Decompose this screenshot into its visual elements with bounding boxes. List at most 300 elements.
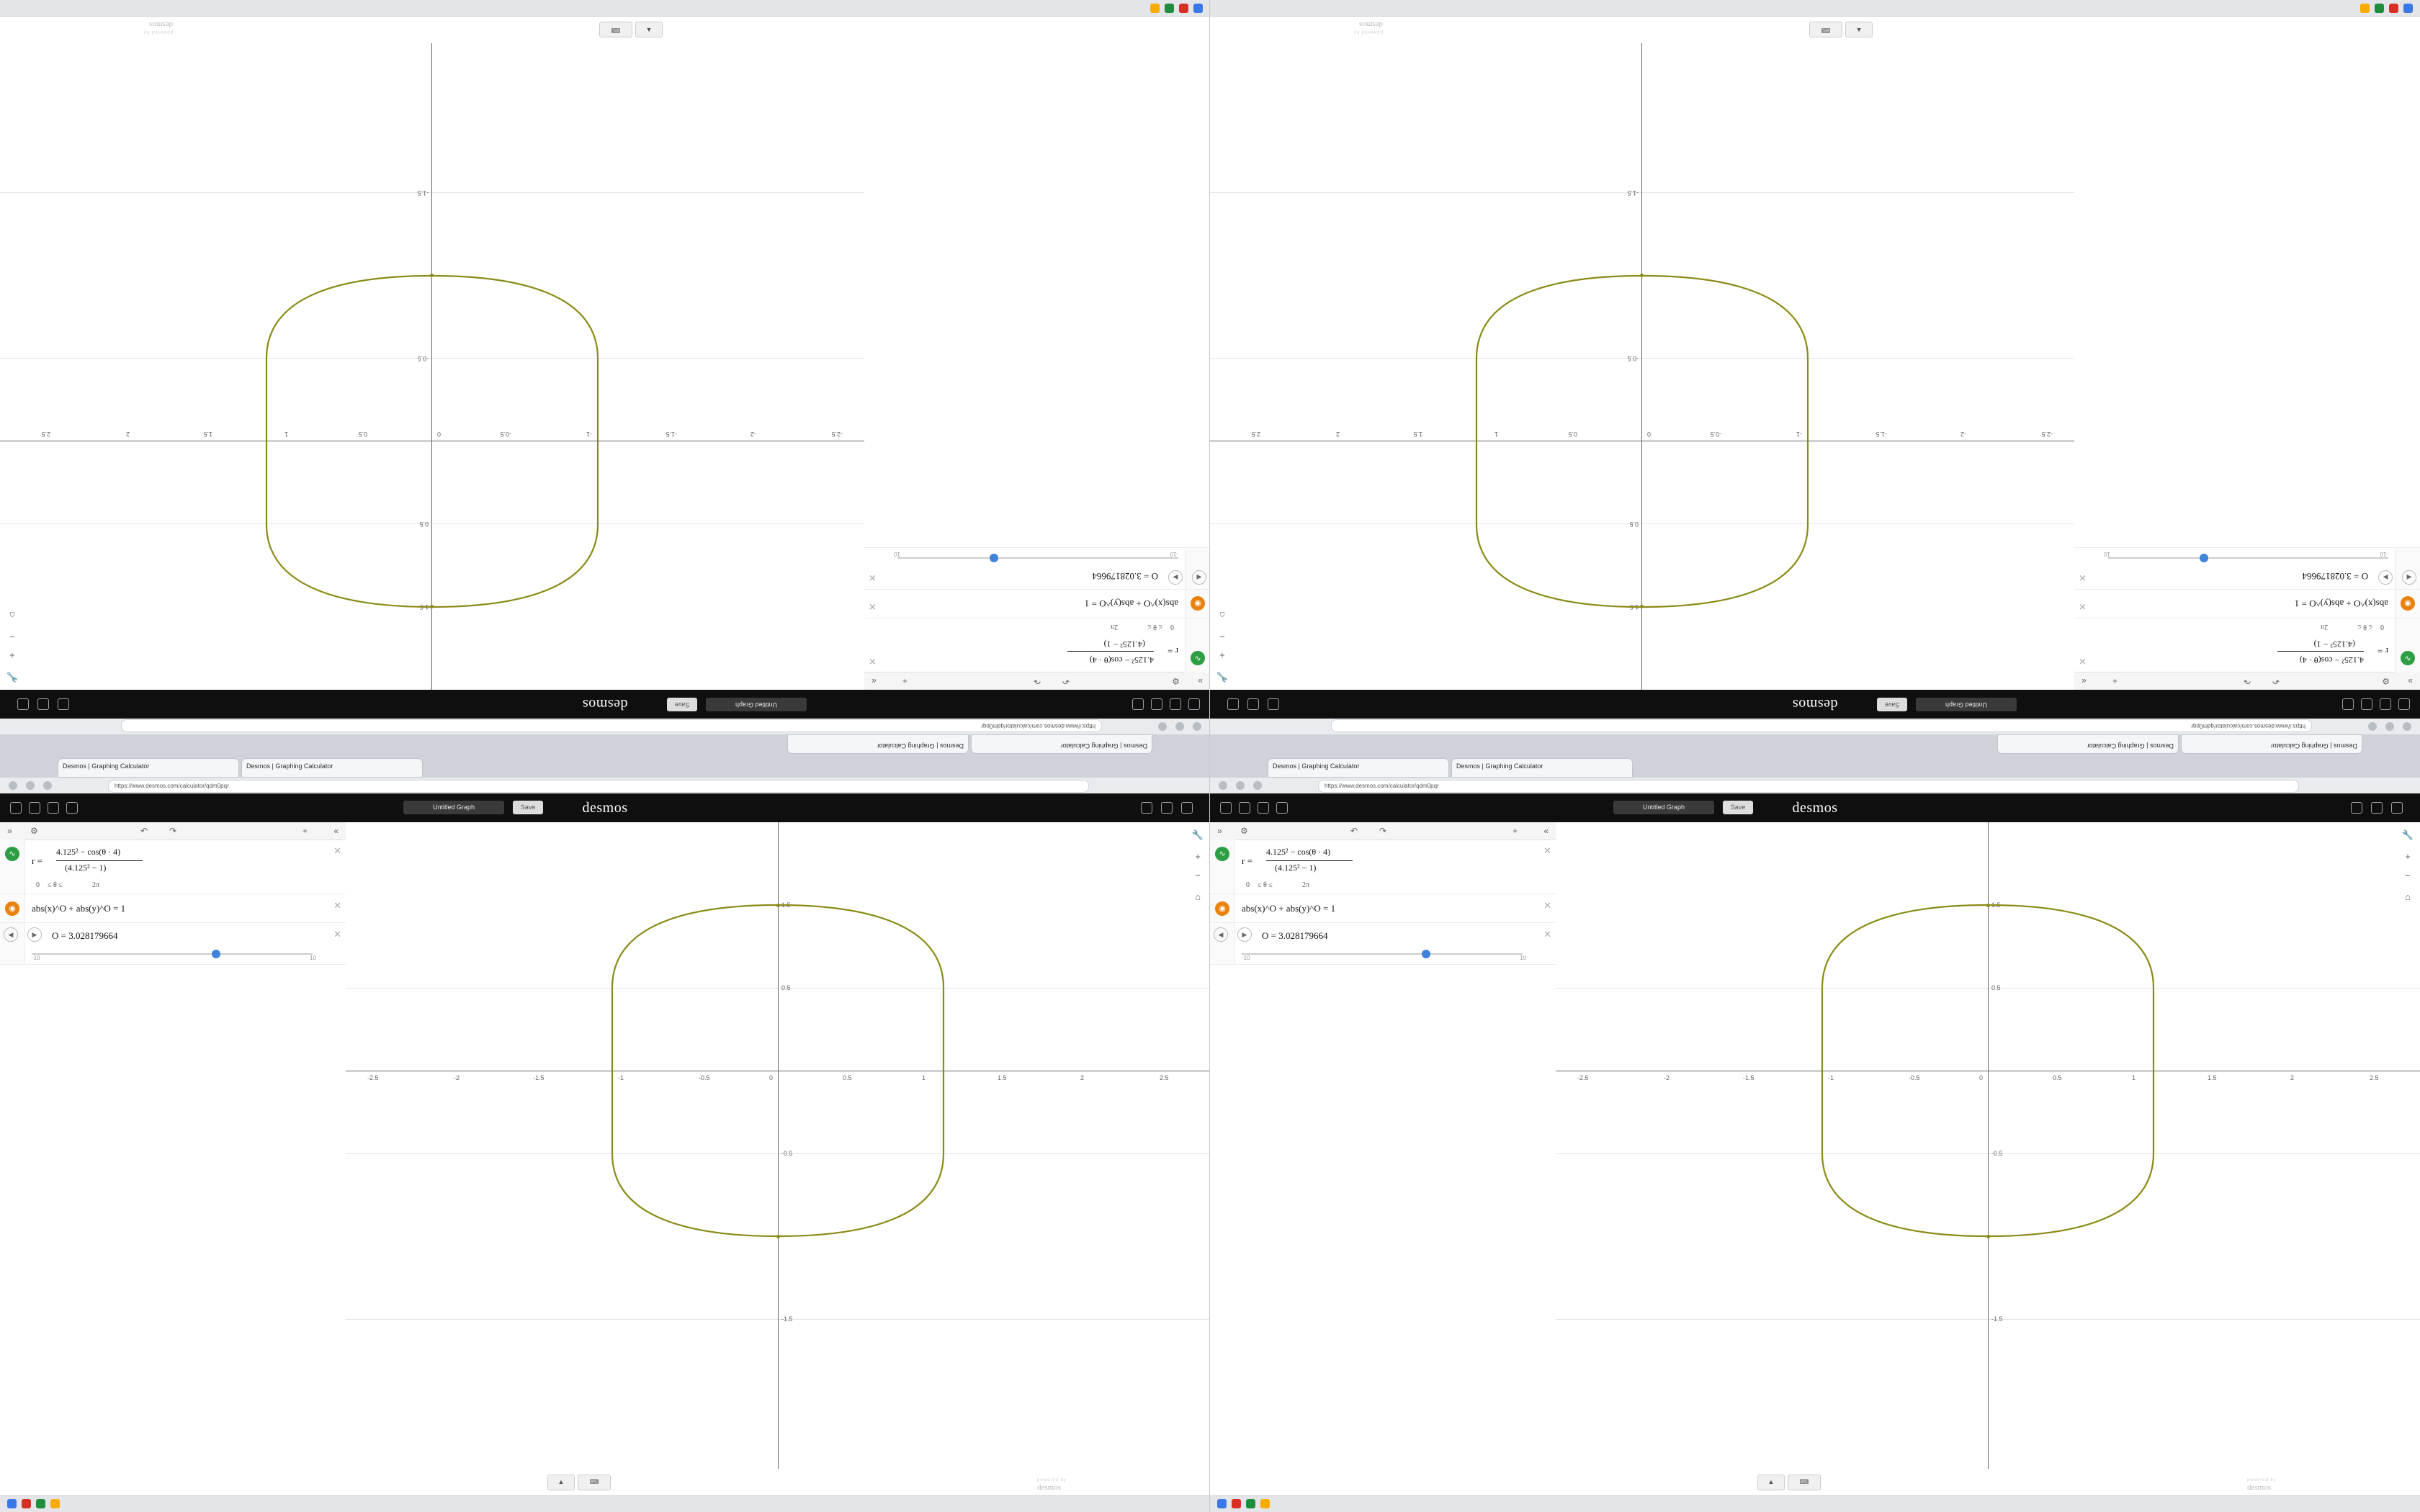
expression-lhs: r = [1168, 646, 1178, 657]
gear-icon[interactable]: ⚙ [1172, 676, 1180, 686]
close-icon[interactable]: ✕ [869, 601, 877, 612]
domain-max: 2π [1110, 623, 1118, 631]
expression-row[interactable] [1210, 894, 1556, 923]
domain-max: 2π [1302, 881, 1310, 889]
slider-min: -10 [1170, 551, 1178, 557]
slider-track[interactable] [2107, 553, 2388, 563]
save-button[interactable]: Save [1723, 801, 1753, 814]
row-index [1185, 590, 1210, 618]
taskbar-app-icon[interactable] [1150, 4, 1160, 13]
slider-expression: O = 3.028179664 [1262, 930, 1328, 941]
expression-denominator: (4.125² − 1) [1275, 863, 1317, 873]
home-icon[interactable] [10, 802, 22, 814]
domain-max: 2π [2320, 623, 2328, 631]
back-icon[interactable] [1193, 722, 1201, 731]
squircle-curve [1556, 822, 2420, 1485]
graph-title-field[interactable]: Untitled Graph [403, 801, 504, 814]
window-bottom-left [0, 756, 1210, 1512]
slider-knob[interactable] [1422, 950, 1430, 958]
save-button[interactable]: Save [667, 698, 697, 711]
expression-row[interactable] [864, 547, 1210, 589]
tab-title: Desmos | Graphing Calculator [246, 762, 333, 770]
expression-toolbar [2074, 672, 2420, 690]
os-taskbar [0, 0, 1210, 17]
row-index [0, 894, 25, 922]
slider-expression: O = 3.028179664 [1092, 571, 1158, 582]
chevron-double-right-icon[interactable]: » [2408, 676, 2413, 686]
expression-row[interactable] [2074, 589, 2420, 618]
folder-icon[interactable] [1151, 698, 1162, 710]
desmos-logo: desmos [1792, 696, 1838, 712]
forward-icon[interactable] [26, 781, 35, 790]
address-bar[interactable] [1318, 780, 2299, 793]
chevron-double-left-icon[interactable]: « [333, 826, 339, 836]
address-bar-row [0, 719, 1210, 734]
tab-title: Desmos | Graphing Calculator [1273, 762, 1360, 770]
account-icon[interactable] [17, 698, 29, 710]
fraction-bar [56, 860, 143, 861]
color-swatch[interactable] [1191, 651, 1205, 665]
plus-icon[interactable]: + [2112, 676, 2118, 686]
forward-icon[interactable] [2385, 722, 2394, 731]
vertex-point [776, 904, 780, 907]
os-taskbar [1210, 0, 2420, 17]
step-back-icon[interactable]: ◀ [2402, 570, 2416, 585]
expression-lhs: r = [32, 855, 42, 866]
play-icon[interactable]: ▶ [27, 927, 42, 942]
powered-by-label: powered by [2247, 1478, 2277, 1482]
redo-icon[interactable]: ↷ [169, 826, 177, 836]
taskbar-app-icon[interactable] [36, 1499, 45, 1508]
chevron-double-right-icon[interactable]: » [1198, 676, 1203, 686]
settings-icon[interactable] [37, 698, 49, 710]
close-icon[interactable]: ✕ [869, 656, 877, 667]
slider-min: -10 [32, 955, 40, 961]
expression-row[interactable] [864, 618, 1210, 672]
back-icon[interactable] [1219, 781, 1227, 790]
squircle-curve [1210, 27, 2074, 690]
chevron-double-left-icon[interactable]: « [1543, 826, 1549, 836]
close-icon[interactable]: ✕ [333, 845, 341, 856]
powered-by-label: powered by [143, 30, 173, 34]
taskbar-app-icon[interactable] [2360, 4, 2370, 13]
row-index [1210, 923, 1235, 964]
color-swatch[interactable] [2401, 596, 2415, 611]
play-icon[interactable]: ▶ [2378, 570, 2393, 585]
slider-rail [1242, 953, 1523, 955]
close-icon[interactable]: ✕ [1543, 900, 1551, 911]
graph-title-field[interactable]: Untitled Graph [706, 698, 807, 711]
color-swatch[interactable] [2401, 651, 2415, 665]
chevron-up-icon[interactable]: ▲ [1757, 1475, 1785, 1490]
expression-numerator: 4.125² − cos(θ · 4) [1266, 847, 1331, 857]
reload-icon[interactable] [1158, 722, 1167, 731]
redo-icon[interactable]: ↷ [1033, 676, 1041, 686]
expression-numerator: 4.125² − cos(θ · 4) [2299, 655, 2364, 665]
row-index [1210, 894, 1235, 922]
address-bar-row [1210, 719, 2420, 734]
desmos-footer-logo: desmos [1037, 1483, 1061, 1492]
zoom-in-icon[interactable]: + [1219, 650, 1225, 661]
share-icon[interactable] [1268, 698, 1279, 710]
expression-lhs: r = [1242, 855, 1252, 866]
domain-label: ≤ θ ≤ [48, 881, 63, 889]
row-index [2395, 548, 2420, 589]
home-icon[interactable]: ⌂ [9, 610, 15, 621]
account-icon[interactable] [1227, 698, 1239, 710]
taskbar-app-icon[interactable] [1232, 1499, 1241, 1508]
graph-title-field[interactable]: Untitled Graph [1613, 801, 1714, 814]
browser-chrome [0, 756, 1210, 794]
play-icon[interactable]: ▶ [1168, 570, 1183, 585]
close-icon[interactable]: ✕ [333, 929, 341, 940]
desmos-app [0, 756, 1210, 1512]
address-bar-row [1210, 778, 2420, 793]
close-icon[interactable]: ✕ [869, 572, 877, 583]
account-icon[interactable] [1181, 802, 1193, 814]
domain-min: 0 [2380, 623, 2384, 631]
graph-canvas[interactable]: 0 -0.5 0.5 -1 1 -1.5 1.5 -2 2 -2.5 2.5 1.5 0.5 -0.5 -1.5 🔧 + − ⌂ [346, 822, 1210, 1485]
settings-icon[interactable] [1161, 802, 1173, 814]
graph-footer [1210, 1469, 2420, 1496]
color-swatch[interactable] [1215, 847, 1229, 861]
zoom-in-icon[interactable]: + [9, 650, 15, 661]
help-icon[interactable] [2380, 698, 2391, 710]
keyboard-icon[interactable]: ⌨ [599, 22, 632, 37]
slider-knob[interactable] [2200, 554, 2208, 562]
color-swatch[interactable] [1191, 596, 1205, 611]
window-bottom-right [1210, 756, 2420, 1512]
slider-track[interactable] [32, 949, 313, 959]
browser-tab[interactable] [1997, 734, 2179, 754]
step-back-icon[interactable]: ◀ [1192, 570, 1206, 585]
graph-title-field[interactable]: Untitled Graph [1916, 698, 2017, 711]
wrench-icon[interactable]: 🔧 [1191, 829, 1204, 840]
powered-by-label: powered by [1353, 30, 1383, 34]
domain-label: ≤ θ ≤ [1147, 623, 1162, 631]
keyboard-icon[interactable]: ⌨ [1788, 1475, 1821, 1490]
row-index [1185, 618, 1210, 672]
settings-icon[interactable] [1247, 698, 1259, 710]
graph-canvas[interactable]: 0 -0.5 0.5 -1 1 -1.5 1.5 -2 2 -2.5 2.5 1.5 0.5 -0.5 -1.5 🔧 + − ⌂ [0, 27, 864, 690]
expression-row[interactable] [0, 840, 346, 894]
address-text: https://www.desmos.com/calculator/qdm0pqr [981, 723, 1095, 729]
vertex-point [1640, 605, 1644, 608]
graph-footer [0, 16, 1210, 43]
plus-icon[interactable]: + [902, 676, 908, 686]
taskbar-app-icon[interactable] [50, 1499, 60, 1508]
address-bar[interactable] [121, 719, 1102, 732]
curve-icon: ◉ [1194, 599, 1201, 608]
zoom-out-icon[interactable]: − [1219, 631, 1225, 642]
browser-chrome [0, 718, 1210, 756]
account-icon[interactable] [2391, 802, 2403, 814]
keyboard-icon[interactable]: ⌨ [578, 1475, 611, 1490]
expression-latex: abs(x)^O + abs(y)^O = 1 [1084, 598, 1178, 609]
graph-canvas[interactable]: 0 -0.5 0.5 -1 1 -1.5 1.5 -2 2 -2.5 2.5 1.5 0.5 -0.5 -1.5 🔧 + − ⌂ [1556, 822, 2420, 1485]
play-icon[interactable]: ▶ [1237, 927, 1252, 942]
zoom-in-icon[interactable]: + [1195, 851, 1201, 862]
share-icon[interactable] [2351, 802, 2362, 814]
os-taskbar [1210, 1495, 2420, 1512]
row-index [2395, 590, 2420, 618]
wrench-icon[interactable]: 🔧 [1216, 672, 1229, 683]
plus-icon[interactable]: + [1512, 826, 1518, 836]
domain-min: 0 [1246, 881, 1250, 889]
chevron-double-left-icon[interactable]: « [871, 676, 877, 686]
reload-icon[interactable] [43, 781, 52, 790]
vertex-point [1986, 1235, 1990, 1238]
plus-icon[interactable]: + [302, 826, 308, 836]
row-index [0, 923, 25, 964]
folder-icon[interactable] [48, 802, 59, 814]
browser-tab[interactable] [241, 758, 423, 778]
expression-lhs: r = [2378, 646, 2388, 657]
home-icon[interactable] [1220, 802, 1232, 814]
curve-icon: ∿ [2404, 654, 2411, 662]
wrench-icon[interactable]: 🔧 [6, 672, 19, 683]
folder-icon[interactable] [1258, 802, 1269, 814]
taskbar-app-icon[interactable] [1217, 1499, 1227, 1508]
powered-by-label: powered by [1037, 1478, 1067, 1482]
help-icon[interactable] [1239, 802, 1250, 814]
zoom-out-icon[interactable]: − [2405, 870, 2411, 881]
close-icon[interactable]: ✕ [2079, 656, 2087, 667]
taskbar-app-icon[interactable] [1179, 4, 1188, 13]
undo-icon[interactable]: ↶ [140, 826, 148, 836]
home-icon[interactable]: ⌂ [1195, 891, 1201, 902]
step-back-icon[interactable]: ◀ [4, 927, 18, 942]
home-icon[interactable]: ⌂ [1219, 610, 1225, 621]
address-bar[interactable] [108, 780, 1089, 793]
taskbar-app-icon[interactable] [2403, 4, 2413, 13]
taskbar-app-icon[interactable] [2375, 4, 2384, 13]
back-icon[interactable] [2403, 722, 2411, 731]
expression-toolbar [864, 672, 1210, 690]
fraction-bar [1067, 651, 1154, 652]
address-text: https://www.desmos.com/calculator/qdm0pqr [2191, 723, 2305, 729]
color-swatch[interactable] [1215, 901, 1229, 916]
slider-min: -10 [1242, 955, 1250, 961]
browser-chrome [1210, 756, 2420, 794]
desmos-app [1210, 0, 2420, 756]
folder-icon[interactable] [2361, 698, 2372, 710]
domain-label: ≤ θ ≤ [1258, 881, 1273, 889]
step-back-icon[interactable]: ◀ [1214, 927, 1228, 942]
os-taskbar [0, 1495, 1210, 1512]
chevron-double-left-icon[interactable]: « [2081, 676, 2087, 686]
expression-denominator: (4.125² − 1) [2313, 639, 2355, 649]
desmos-app [1210, 756, 2420, 1512]
row-index [1210, 840, 1235, 894]
chevron-up-icon[interactable]: ▲ [547, 1475, 575, 1490]
chevron-up-icon[interactable] [1276, 802, 1288, 814]
desmos-logo: desmos [1792, 800, 1838, 816]
expression-row[interactable] [864, 589, 1210, 618]
desmos-footer-logo: desmos [149, 20, 173, 29]
forward-icon[interactable] [1175, 722, 1184, 731]
expression-row[interactable] [0, 923, 346, 965]
zoom-out-icon[interactable]: − [9, 631, 15, 642]
expression-toolbar [1210, 822, 1556, 840]
expression-row[interactable] [1210, 923, 1556, 965]
redo-icon[interactable]: ↷ [1379, 826, 1387, 836]
undo-icon[interactable]: ↶ [1350, 826, 1358, 836]
slider-rail [32, 953, 313, 955]
taskbar-app-icon[interactable] [1260, 1499, 1270, 1508]
home-icon[interactable] [2398, 698, 2410, 710]
close-icon[interactable]: ✕ [333, 900, 341, 911]
address-bar-row [0, 778, 1210, 793]
browser-tab[interactable] [2181, 734, 2362, 754]
close-icon[interactable]: ✕ [2079, 572, 2087, 583]
tab-strip [0, 756, 1210, 778]
browser-tab[interactable] [971, 734, 1152, 754]
browser-tab[interactable] [1451, 758, 1633, 778]
taskbar-app-icon[interactable] [1165, 4, 1174, 13]
share-icon[interactable] [58, 698, 69, 710]
color-swatch[interactable] [5, 847, 19, 861]
expression-panel [1210, 822, 1556, 1485]
color-swatch[interactable] [5, 901, 19, 916]
taskbar-app-icon[interactable] [22, 1499, 31, 1508]
save-button[interactable]: Save [1877, 698, 1907, 711]
expression-row[interactable] [2074, 547, 2420, 589]
slider-knob[interactable] [212, 950, 220, 958]
window-divider [1209, 0, 1210, 1512]
desmos-footer-logo: desmos [1359, 20, 1383, 29]
expression-row[interactable] [2074, 618, 2420, 672]
desmos-header [0, 690, 1210, 719]
window-top-right [1210, 0, 2420, 756]
gear-icon[interactable]: ⚙ [1240, 826, 1248, 836]
share-icon[interactable] [1141, 802, 1152, 814]
browser-tab[interactable] [787, 734, 969, 754]
address-text: https://www.desmos.com/calculator/qdm0pqr [115, 783, 229, 789]
squircle-curve [0, 27, 864, 690]
vertex-point [776, 1235, 780, 1238]
vertex-point [430, 605, 434, 608]
desmos-logo: desmos [582, 696, 628, 712]
undo-icon[interactable]: ↶ [1062, 676, 1070, 686]
desmos-footer-logo: desmos [2247, 1483, 2271, 1492]
taskbar-app-icon[interactable] [1246, 1499, 1255, 1508]
save-button[interactable]: Save [513, 801, 543, 814]
chevron-double-right-icon[interactable]: » [1217, 826, 1222, 836]
expression-row[interactable] [1210, 840, 1556, 894]
help-icon[interactable] [1170, 698, 1181, 710]
tab-title: Desmos | Graphing Calculator [63, 762, 150, 770]
home-icon[interactable]: ⌂ [2405, 891, 2411, 902]
desmos-header [1210, 690, 2420, 719]
curve-icon: ∿ [9, 850, 16, 858]
taskbar-app-icon[interactable] [7, 1499, 17, 1508]
row-index [2395, 618, 2420, 672]
browser-chrome [1210, 718, 2420, 756]
domain-label: ≤ θ ≤ [2357, 623, 2372, 631]
slider-knob[interactable] [990, 554, 998, 562]
gear-icon[interactable]: ⚙ [2382, 676, 2390, 686]
chevron-up-icon[interactable] [66, 802, 78, 814]
settings-icon[interactable] [2371, 802, 2383, 814]
chevron-up-icon[interactable]: ▲ [1845, 22, 1873, 37]
tab-strip [0, 734, 1210, 756]
slider-rail [897, 557, 1178, 559]
expression-numerator: 4.125² − cos(θ · 4) [1089, 655, 1154, 665]
desmos-header [0, 793, 1210, 822]
reload-icon[interactable] [1253, 781, 1262, 790]
curve-icon: ∿ [1219, 850, 1226, 858]
reload-icon[interactable] [2368, 722, 2377, 731]
squircle-curve [346, 822, 1210, 1485]
tab-strip [1210, 756, 2420, 778]
slider-expression: O = 3.028179664 [2302, 571, 2368, 582]
taskbar-app-icon[interactable] [2389, 4, 2398, 13]
wrench-icon[interactable]: 🔧 [2401, 829, 2414, 840]
graph-footer [0, 1469, 1210, 1496]
tab-title: Desmos | Graphing Calculator [1060, 742, 1147, 750]
desmos-logo: desmos [582, 800, 628, 816]
close-icon[interactable]: ✕ [1543, 929, 1551, 940]
zoom-out-icon[interactable]: − [1195, 870, 1201, 881]
domain-min: 0 [36, 881, 40, 889]
zoom-in-icon[interactable]: + [2405, 851, 2411, 862]
back-icon[interactable] [9, 781, 17, 790]
forward-icon[interactable] [1236, 781, 1245, 790]
slider-max: 10 [2104, 551, 2110, 557]
chevron-up-icon[interactable] [1132, 698, 1144, 710]
expression-latex: abs(x)^O + abs(y)^O = 1 [32, 903, 126, 914]
curve-icon: ◉ [2404, 599, 2411, 608]
expression-row[interactable] [0, 894, 346, 923]
home-icon[interactable] [1188, 698, 1200, 710]
domain-min: 0 [1170, 623, 1174, 631]
desmos-header [1210, 793, 2420, 822]
expression-numerator: 4.125² − cos(θ · 4) [56, 847, 121, 857]
expression-panel [0, 822, 346, 1485]
browser-tab[interactable] [58, 758, 239, 778]
curve-icon: ◉ [1219, 904, 1226, 913]
desmos-app [0, 0, 1210, 756]
help-icon[interactable] [29, 802, 40, 814]
gear-icon[interactable]: ⚙ [30, 826, 38, 836]
chevron-up-icon[interactable]: ▲ [635, 22, 663, 37]
slider-expression: O = 3.028179664 [52, 930, 118, 941]
close-icon[interactable]: ✕ [2079, 601, 2087, 612]
chevron-double-right-icon[interactable]: » [7, 826, 12, 836]
address-bar[interactable] [1331, 719, 2312, 732]
keyboard-icon[interactable]: ⌨ [1809, 22, 1842, 37]
slider-track[interactable] [1242, 949, 1523, 959]
expression-panel [2074, 27, 2420, 690]
close-icon[interactable]: ✕ [1543, 845, 1551, 856]
slider-track[interactable] [897, 553, 1178, 563]
expression-latex: abs(x)^O + abs(y)^O = 1 [1242, 903, 1336, 914]
redo-icon[interactable]: ↷ [2243, 676, 2251, 686]
curve-icon: ∿ [1194, 654, 1201, 662]
expression-panel [864, 27, 1210, 690]
row-index [0, 840, 25, 894]
taskbar-app-icon[interactable] [1193, 4, 1203, 13]
vertex-point [1640, 274, 1644, 277]
undo-icon[interactable]: ↶ [2272, 676, 2280, 686]
browser-tab[interactable] [1268, 758, 1449, 778]
expression-denominator: (4.125² − 1) [1103, 639, 1145, 649]
fraction-bar [1266, 860, 1353, 861]
window-top-left [0, 0, 1210, 756]
graph-canvas[interactable]: 0 -0.5 0.5 -1 1 -1.5 1.5 -2 2 -2.5 2.5 1.5 0.5 -0.5 -1.5 🔧 + − ⌂ [1210, 27, 2074, 690]
chevron-up-icon[interactable] [2342, 698, 2354, 710]
